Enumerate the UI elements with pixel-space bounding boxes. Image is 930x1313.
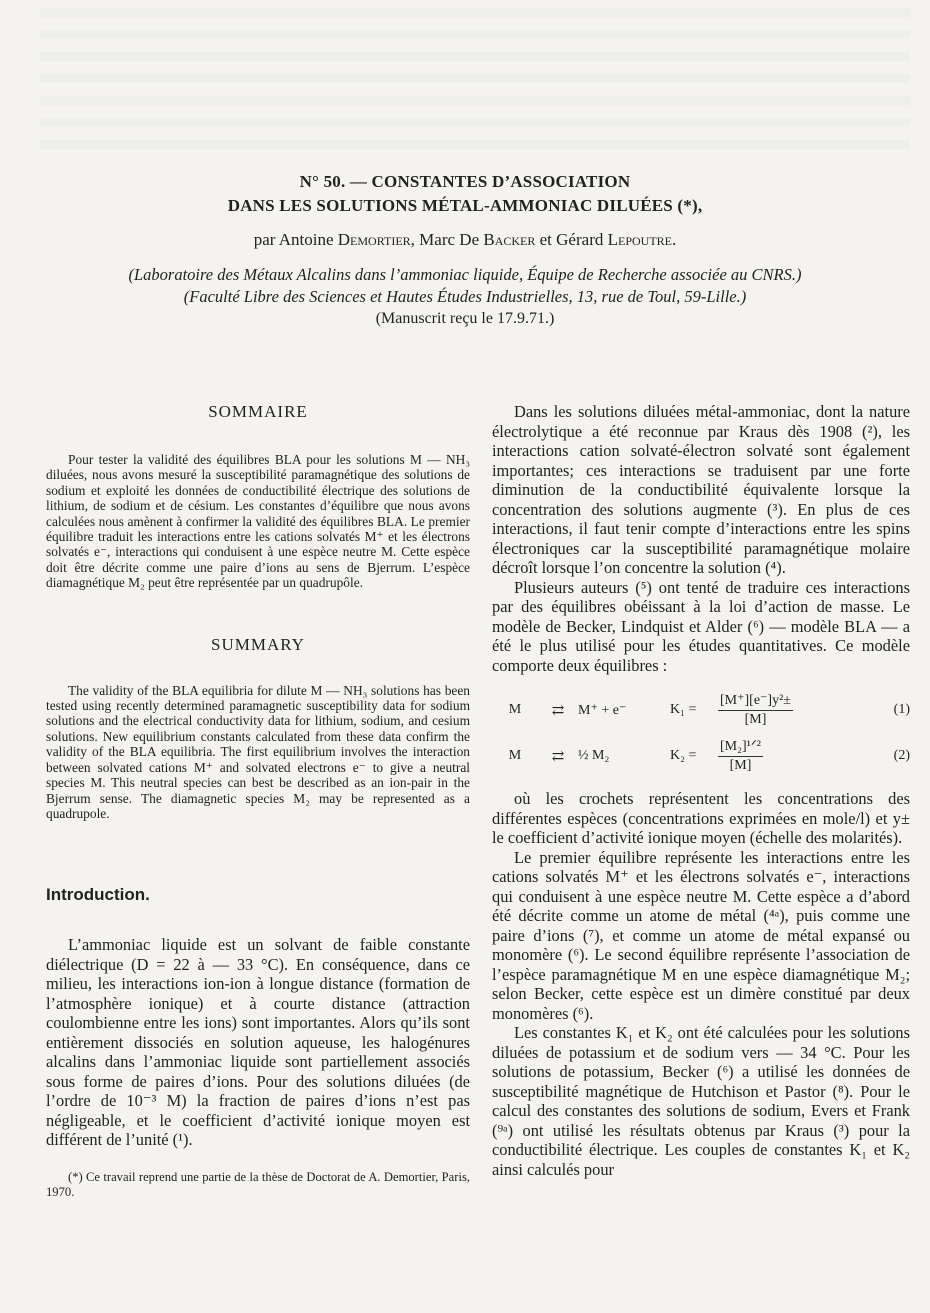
eq1-rhs: M⁺ + e⁻ xyxy=(578,702,627,718)
right-body-bottom xyxy=(492,789,910,1179)
title-line-1: N° 50. — CONSTANTES D’ASSOCIATION xyxy=(299,172,631,191)
affiliation-1: (Laboratoire des Métaux Alcalins dans l’ammoniac liquide, Équipe de Recherche associée au CNRS.) xyxy=(128,265,802,284)
equation-1 xyxy=(492,689,910,731)
paragraph-3: où les crochets représentent les concentrations des différentes espèces (concentrations exprimées en mole/l) et y± le coefficient d’activité ionique moyen (échelle des molarités). xyxy=(492,789,910,847)
eq2-lhs: M xyxy=(508,748,522,763)
affiliations xyxy=(0,264,930,308)
article-title xyxy=(0,170,930,218)
paragraph-1: Dans les solutions diluées métal-ammoniac, dont la nature électrolytique a été reconnue par Kraus dès 1908 (²), les interactions cation solvaté-électron solvaté sont également importantes; ces interactions se traduisent par une forte diminution de la conductibilité équivalente lorsque la concentration des solutions augmente (³). En plus de ces interactions, il faut tenir compte d’interactions entre les spins électroniques car la susceptibilité paramagnétique molaire décroît lorsque l’on concentre la solution (⁴). xyxy=(492,402,910,577)
eq1-denominator: [M] xyxy=(744,712,767,727)
paragraph-5: Les constantes K₁ et K₂ ont été calculées pour les solutions diluées de potassium et de sodium vers — 34 °C. Pour les solutions de potassium, Becker (⁶) a utilisé les données de susceptibilité magnétique de Hutchison et Pastor (⁸). Pour le calcul des constantes des solutions de sodium, Evers et Frank (⁹ᵃ) ont utilisé les résultats obtenus par Kraus (³) pour la conductibilité électrique. Les couples de constantes K₁ et K₂ ainsi calculés pour xyxy=(492,1023,910,1179)
authors-sep-1: , Marc De xyxy=(410,230,484,249)
summary-abstract xyxy=(46,683,470,822)
affiliation-2: (Faculté Libre des Sciences et Hautes Études Industrielles, 13, rue de Toul, 59-Lille.) xyxy=(183,287,747,306)
eq1-numerator: [M⁺][e⁻]y²± xyxy=(718,692,793,711)
received-date: (Manuscrit reçu le 17.9.71.) xyxy=(375,310,555,327)
eq1-fraction xyxy=(718,692,793,728)
bleed-through-text xyxy=(40,8,910,158)
introduction-body xyxy=(46,935,470,1150)
author-backer: Backer xyxy=(483,230,536,249)
article-header xyxy=(0,170,930,328)
authors-prefix: par Antoine xyxy=(253,230,338,249)
eq1-constant: K₁ = xyxy=(670,702,697,717)
introduction-text: L’ammoniac liquide est un solvant de faible constante diélectrique (D = 22 à — 33 °C). En conséquence, dans ce milieu, les interactions ion-ion à longue distance (formation de l’atmosphère ionique) et à courte distance (attraction coulombienne entre les ions) sont importantes. Alors qu’ils sont entièrement dissociés en solution aqueuse, les halogénures alcalins dans l’ammoniac liquide sont partiellement associés sous forme de paires d’ions. Pour des solutions diluées (de l’ordre de 10⁻³ M) la fraction de paires d’ions n’est pas négligeable, et le coefficient d’activité ionique moyen est différent de l’unité (¹). xyxy=(46,935,470,1150)
footnote xyxy=(46,1170,470,1200)
authors-suffix: . xyxy=(672,230,677,249)
author-line xyxy=(0,230,930,250)
author-lepoutre: Lepoutre xyxy=(607,230,672,249)
eq1-number: (1) xyxy=(893,702,910,717)
eq2-numerator: [M₂]¹ᐟ² xyxy=(718,738,763,757)
eq2-number: (2) xyxy=(893,748,910,763)
summary-text: The validity of the BLA equilibria for dilute M — NH₃ solutions has been tested using recently determined paramagnetic susceptibility data for sodium solutions and the electrical conductivity data for lithium, sodium, and cesium solutions. New equilibrium constants calculated from these data confirm the validity of the BLA equilibria. The first equilibrium involves the interaction between solvated cations M⁺ and solvated electrons e⁻ to give a neutral species M. This neutral species can best be described as an ion-pair in the Bjerrum sense. The diamagnetic species M₂ may be represented as a quadrupole. xyxy=(46,682,470,821)
authors-sep-2: et Gérard xyxy=(535,230,608,249)
right-body-top xyxy=(492,402,910,675)
eq1-arrow: ⇄ xyxy=(551,702,565,719)
paragraph-2: Plusieurs auteurs (⁵) ont tenté de traduire ces interactions par des équilibres obéissant à la loi d’action de masse. Le modèle de Becker, Lindquist et Alder (⁶) — modèle BLA — a été le plus utilisé pour les études quantitatives. Ce modèle comporte deux équilibres : xyxy=(492,577,910,675)
eq2-denominator: [M] xyxy=(729,758,752,773)
left-column xyxy=(46,402,470,1200)
title-line-2: DANS LES SOLUTIONS MÉTAL-AMMONIAC DILUÉES (*), xyxy=(227,196,703,215)
summary-heading: SUMMARY xyxy=(211,634,305,654)
right-column xyxy=(492,402,910,1179)
eq2-fraction xyxy=(718,738,763,774)
eq2-arrow: ⇄ xyxy=(551,748,565,765)
eq1-lhs: M xyxy=(508,702,522,717)
paragraph-4: Le premier équilibre représente les interactions entre les cations solvatés M⁺ et les électrons solvatés e⁻, interactions qui conduisent à une espèce neutre M. Cette espèce a d’abord été décrite comme un atome de métal (⁴ᵃ), puis comme une paire d’ions (⁷), et comme un atome de métal expansé ou monomère (⁶). Le second équilibre représente l’association de l’espèce paramagnétique M en une espèce diamagnétique M₂; selon Becker, cette espèce est un dimère constitué par deux monomères (⁶). xyxy=(492,847,910,1023)
author-demortier: Demortier xyxy=(337,230,411,249)
sommaire-heading: SOMMAIRE xyxy=(208,402,308,421)
sommaire-abstract xyxy=(46,452,470,591)
eq2-rhs: ½ M₂ xyxy=(578,748,610,763)
footnote-text: (*) Ce travail reprend une partie de la thèse de Doctorat de A. Demortier, Paris, 1970. xyxy=(46,1169,470,1199)
equation-2 xyxy=(492,735,910,777)
eq2-constant: K₂ = xyxy=(670,748,697,763)
introduction-heading: Introduction. xyxy=(46,885,150,905)
sommaire-text: Pour tester la validité des équilibres BLA pour les solutions M — NH₃ diluées, nous avons mesuré la susceptibilité paramagnétique des solutions de sodium et exploité les données de conductibilité électrique des solutions de lithium, de sodium et de césium. Les constantes d’équilibre que nous avons calculées nous amènent à confirmer la validité des équilibres BLA. Le premier équilibre traduit les interactions entre les cations solvatés M⁺ et les électrons solvatés e⁻, interactions qui conduisent à une espèce neutre M. Cette espèce doit être décrite comme une paire d’ions au sens de Bjerrum. L’espèce diamagnétique M₂ peut être représentée par un quadrupôle. xyxy=(46,452,470,591)
